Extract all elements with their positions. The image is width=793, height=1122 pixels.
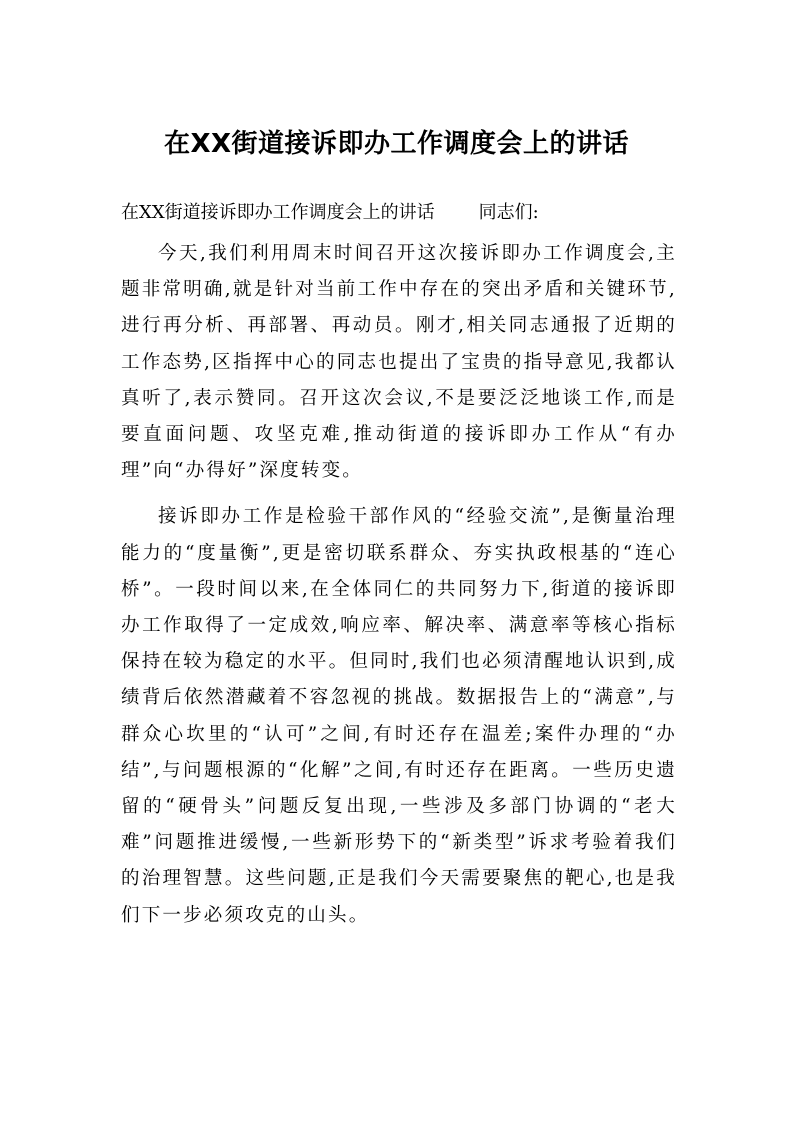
subtitle-line	[121, 198, 681, 228]
paragraph-2: 接诉即办工作是检验干部作风的“经验交流”,是衡量治理能力的“度量衡”,更是密切联系群众、夯实执政根基的“连心桥”。一段时间以来,在全体同仁的共同努力下,街道的接诉即办工作取得了一定成效,响应率、解决率、满意率等核心指标保持在较为稳定的水平。但同时,我们也必须清醒地认识到,成绩背后依然潜藏着不容忽视的挑战。数据报告上的“满意”,与群众心坎里的“认可”之间,有时还存在温差;案件办理的“办结”,与问题根源的“化解”之间,有时还存在距离。一些历史遗留的“硬骨头”问题反复出现,一些涉及多部门协调的“老大难”问题推进缓慢,一些新形势下的“新类型”诉求考验着我们的治理智慧。这些问题,正是我们今天需要聚焦的靶心,也是我们下一步必须攻克的山头。	[121, 506, 677, 926]
document-title: 在XX街道接诉即办工作调度会上的讲话	[163, 129, 630, 159]
document-subtitle: 在XX街道接诉即办工作调度会上的讲话	[121, 202, 435, 223]
greeting: 同志们:	[478, 202, 539, 223]
document-body	[121, 236, 677, 944]
paragraph-1: 今天,我们利用周末时间召开这次接诉即办工作调度会,主题非常明确,就是针对当前工作中存在的突出矛盾和关键环节,进行再分析、再部署、再动员。刚才,相关同志通报了近期的工作态势,区指挥中心的同志也提出了宝贵的指导意见,我都认真听了,表示赞同。召开这次会议,不是要泛泛地谈工作,而是要直面问题、攻坚克难,推动街道的接诉即办工作从“有办理”向“办得好”深度转变。	[121, 243, 677, 482]
